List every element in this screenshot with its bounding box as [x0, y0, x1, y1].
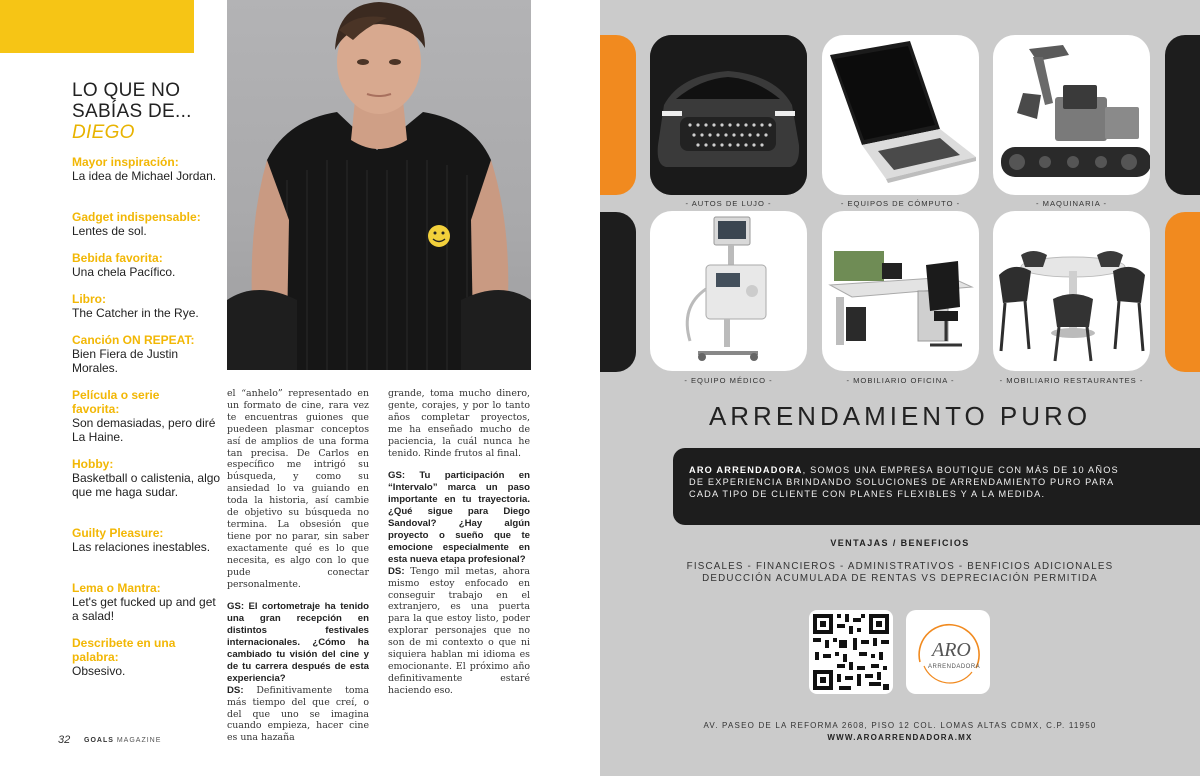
tile-caption: - MOBILIARIO RESTAURANTES - [999, 376, 1144, 385]
qa-answer: Las relaciones inestables. [72, 540, 211, 554]
company-address: AV. PASEO DE LA REFORMA 2608, PISO 12 COL. LOMAS ALTAS CDMX, C.P. 11950 [703, 721, 1097, 730]
article-column-2 [388, 388, 530, 708]
title-line-2: SABÍAS DE... [72, 101, 192, 122]
qa-question: Película o serie favorita: [72, 388, 160, 416]
article-paragraph: el “anhelo” representado en un formato de cine, rara vez te encuentras guiones que puedeen plasmar conceptos así de amplios de una forma tan precisa. De Carlos en específico me intrigó su búsqueda, y como su ansiedad lo va guiando en toda la historia, así cambie de objetivo su búsqueda no termina. La obsesión que tiene por no parar, sin saber exactamente qué es lo que necesita, es algo con lo que pude conectar personalmente. [227, 388, 369, 590]
tile-caption: - MOBILIARIO OFICINA - [846, 376, 955, 385]
aro-logo [906, 610, 990, 694]
article-column-1 [227, 388, 369, 755]
qa-question: Libro: [72, 292, 106, 306]
magazine-footer [84, 737, 161, 744]
qa-item [72, 333, 222, 375]
qa-item [72, 155, 222, 183]
qa-item [72, 581, 222, 623]
qa-item [72, 292, 222, 320]
company-website-link[interactable]: WWW.AROARRENDADORA.MX [827, 733, 973, 742]
car-icon [650, 35, 807, 195]
laptop-icon [822, 35, 979, 195]
qa-answer: Una chela Pacífico. [72, 265, 176, 279]
company-desc-text: , SOMOS UNA EMPRESA BOUTIQUE CON MÁS DE 10 AÑOS DE EXPERIENCIA BRINDANDO SOLUCIONES DE ARRENDAMIENTO PURO PARA CADA TIPO DE CLIENTE CON PLANES FLEXIBLES Y A LA MEDIDA. [689, 465, 1119, 500]
qa-question: Gadget indispensable: [72, 210, 201, 224]
dark-pill-right-top [1165, 35, 1200, 195]
qa-question: Bebida favorita: [72, 251, 163, 265]
article-paragraph: Definitivamente toma más tiempo del que creí, o del que uno se imagina cuando empieza, hacer cine es una hazaña [227, 684, 369, 744]
excavator-icon [993, 35, 1150, 195]
benefits-line-1: FISCALES - FINANCIEROS - ADMINISTRATIVOS - BENFICIOS ADICIONALES [686, 561, 1114, 572]
magazine-suffix: MAGAZINE [116, 737, 162, 744]
qa-answer: Basketball o calistenia, algo que me haga sudar. [72, 471, 221, 499]
tile-maquinaria [993, 35, 1150, 195]
qa-answer: Bien Fiera de Justin Morales. [72, 347, 179, 375]
company-description [689, 464, 1119, 501]
magazine-brand: GOALS [84, 737, 114, 744]
answer-label: DS: [388, 565, 405, 577]
tile-caption: - MAQUINARIA - [1036, 199, 1107, 208]
qa-question: Canción ON REPEAT: [72, 333, 195, 347]
section-title [72, 80, 222, 143]
qr-code-icon [809, 610, 893, 694]
qa-answer: Son demasiadas, pero diré La Haine. [72, 416, 216, 444]
page-number: 32 [58, 734, 71, 746]
tile-caption: - AUTOS DE LUJO - [685, 199, 772, 208]
qa-item [72, 388, 216, 444]
qa-question: Describete en una palabra: [72, 636, 176, 664]
answer-label: DS: [227, 684, 244, 696]
qr-code[interactable] [809, 610, 893, 694]
benefits-title: VENTAJAS / BENEFICIOS [830, 538, 970, 548]
restaurant-table-icon [993, 211, 1150, 371]
yellow-corner-tab [0, 0, 194, 53]
portrait-illustration [227, 0, 531, 370]
title-name: DIEGO [72, 122, 135, 143]
tile-restaurantes [993, 211, 1150, 371]
qa-question: Mayor inspiración: [72, 155, 179, 169]
qa-item [72, 526, 222, 554]
qa-question: Guilty Pleasure: [72, 526, 164, 540]
qa-answer: La idea de Michael Jordan. [72, 169, 217, 183]
portrait-photo [227, 0, 531, 370]
article-paragraph: Tengo mil metas, ahora mismo estoy enfocado en conseguir trabajo en el extranjero, es una puerta para la que estoy listo, poder explorar personajes que no son de mi contexto o que ni siquiera hablan mi idioma es emocionante. El próximo año definitivamente estaré haciendo eso. [388, 565, 530, 696]
qa-answer: Lentes de sol. [72, 224, 147, 238]
qa-answer: The Catcher in the Rye. [72, 306, 199, 320]
tile-medico [650, 211, 807, 371]
tile-autos [650, 35, 807, 195]
qa-item [72, 457, 222, 499]
tile-computo [822, 35, 979, 195]
logo-text-main: ARO [932, 639, 971, 661]
title-line-1: LO QUE NO [72, 80, 181, 101]
qa-answer: Obsesivo. [72, 664, 126, 678]
orange-pill-right-bottom [1165, 212, 1200, 372]
medical-device-icon [650, 211, 807, 371]
logo-text-sub: ARRENDADORA [928, 664, 981, 670]
office-desk-icon [822, 211, 979, 371]
benefits-line-2: DEDUCCIÓN ACUMULADA DE RENTAS VS DEPRECIACIÓN PERMITIDA [702, 573, 1098, 584]
tile-caption: - EQUIPO MÉDICO - [684, 376, 773, 385]
tile-oficina [822, 211, 979, 371]
qa-item [72, 251, 222, 279]
ad-headline: ARRENDAMIENTO PURO [708, 401, 1092, 431]
orange-pill-left-top [600, 35, 636, 195]
qa-item [72, 636, 222, 678]
article-paragraph: grande, toma mucho dinero, gente, corajes, y por lo tanto años completar proyectos, me ha enseñado mucho de paciencia, la cuál nunca he tenido. Rinde frutos al final. [388, 388, 530, 459]
interview-question: GS: Tu participación en “Intervalo” marca un paso importante en tu trayectoria. ¿Qué sigue para Diego Sandoval? ¿Hay algún proyecto o sueño que te emocione especialmente en esta nueva etapa profesional? [388, 470, 530, 565]
qa-question: Lema o Mantra: [72, 581, 161, 595]
qa-answer: Let's get fucked up and get a salad! [72, 595, 216, 623]
company-description-box [673, 448, 1200, 525]
interview-question: GS: El cortometraje ha tenido una gran recepción en distintos festivales internacionales. ¿Cómo ha cambiado tu visión del cine y de tu carrera después de esta experiencia? [227, 601, 369, 684]
tile-caption: - EQUIPOS DE CÓMPUTO - [840, 199, 961, 208]
aro-logo-icon [906, 610, 990, 694]
company-name: ARO ARRENDADORA [689, 465, 803, 475]
qa-item [72, 210, 222, 238]
dark-pill-left-bottom [600, 212, 636, 372]
qa-question: Hobby: [72, 457, 114, 471]
